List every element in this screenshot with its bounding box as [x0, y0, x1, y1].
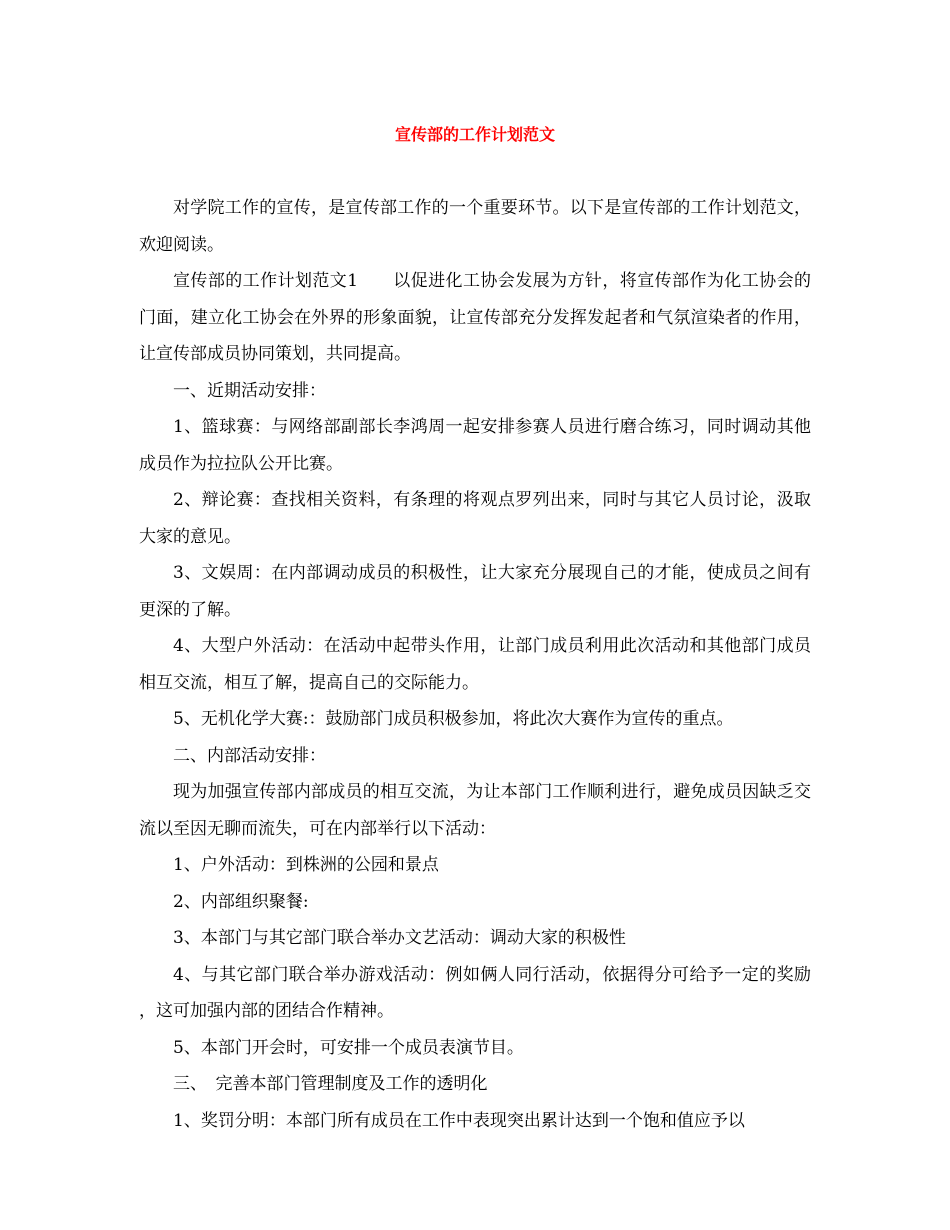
list-item-rewards: 1、奖罚分明：本部门所有成员在工作中表现突出累计达到一个饱和值应予以 — [173, 1110, 745, 1131]
section-heading-internal-activities: 二、内部活动安排： — [173, 745, 326, 766]
document-title: 宣传部的工作计划范文 — [394, 125, 555, 144]
list-item-joint-games: 4、与其它部门联合举办游戏活动：例如俩人同行活动，依据得分可给予一定的奖励 ，这可加强内部的团结合作精神。 — [139, 964, 817, 1021]
section-heading-recent-activities: 一、近期活动安排： — [173, 380, 326, 401]
list-item-entertainment-week: 3、文娱周：在内部调动成员的积极性，让大家充分展现自己的才能，使成员之间有更深的了解。 — [139, 563, 811, 620]
section-heading-management: 三、 完善本部门管理制度及工作的透明化 — [173, 1074, 488, 1094]
list-item-meeting-performance: 5、本部门开会时，可安排一个成员表演节目。 — [173, 1037, 524, 1058]
document-body — [139, 190, 817, 1139]
list-item-chemistry-contest: 5、无机化学大赛:：鼓励部门成员积极参加，将此次大赛作为宣传的重点。 — [173, 709, 734, 729]
list-item-group-dinner: 2、内部组织聚餐: — [173, 891, 309, 912]
list-item-basketball: 1、篮球赛：与网络部副部长李鸿周一起安排参赛人员进行磨合练习，同时调动其他成员作为拉拉队公开比赛。 — [139, 417, 811, 474]
list-item-outdoor-trip: 1、户外活动：到株洲的公园和景点 — [173, 855, 439, 875]
list-item-debate: 2、辩论赛：查找相关资料，有条理的将观点罗列出来，同时与其它人员讨论，汲取大家的意见。 — [139, 490, 811, 547]
list-item-outdoor-event: 4、大型户外活动：在活动中起带头作用，让部门成员利用此次活动和其他部门成员相互交流，相互了解，提高自己的交际能力。 — [139, 636, 811, 693]
list-item-joint-performance: 3、本部门与其它部门联合举办文艺活动：调动大家的积极性 — [173, 928, 626, 948]
plan-intro-paragraph: 宣传部的工作计划范文1 以促进化工协会发展为方针，将宣传部作为化工协会的门面，建立化工协会在外界的形象面貌，让宣传部充分发挥发起者和气氛渲染者的作用，让宣传部成员协同策划，共同提高。 — [139, 271, 811, 364]
intro-paragraph: 对学院工作的宣传，是宣传部工作的一个重要环节。以下是宣传部的工作计划范文，欢迎阅读。 — [139, 198, 811, 255]
internal-activities-intro: 现为加强宣传部内部成员的相互交流，为让本部门工作顺利进行，避免成员因缺乏交流以至因无聊而流失，可在内部举行以下活动： — [139, 782, 811, 839]
